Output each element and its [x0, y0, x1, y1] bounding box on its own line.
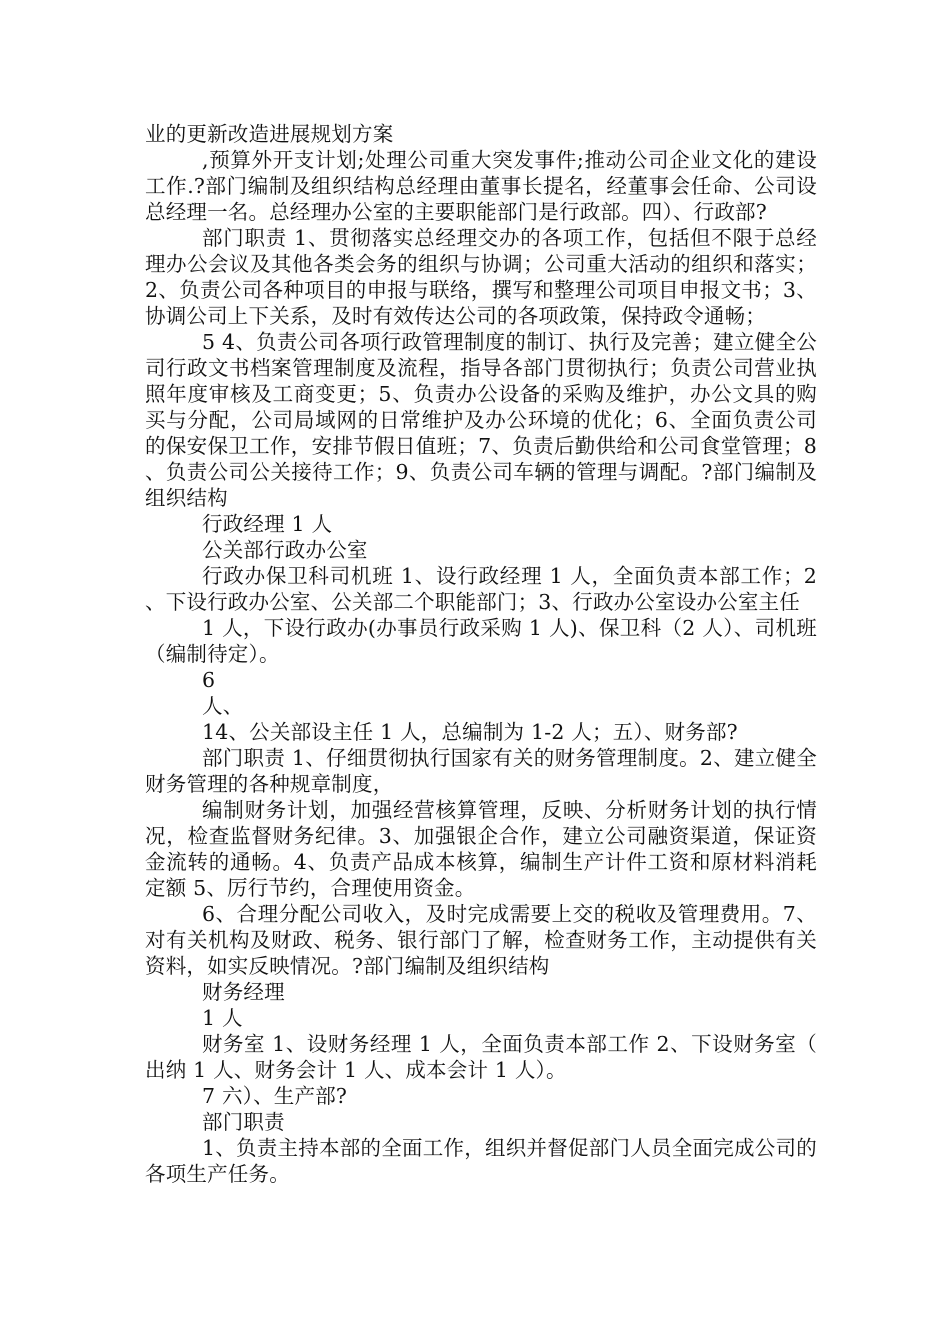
paragraph: 公关部行政办公室: [202, 538, 368, 562]
paragraph: 1 人，下设行政办(办事员行政采购 1 人)、保卫科（2 人）、司机班（编制待定）。: [145, 616, 817, 666]
paragraph: 财务室 1、设财务经理 1 人，全面负责本部工作 2、下设财务室（出纳 1 人、财务会计 1 人、成本会计 1 人）。: [145, 1032, 817, 1082]
paragraph: 人、: [202, 694, 244, 718]
paragraph: 行政办保卫科司机班 1、设行政经理 1 人，全面负责本部工作；2、下设行政办公室、公关部二个职能部门；3、行政办公室设办公室主任: [145, 564, 817, 614]
paragraph: 部门职责 1、仔细贯彻执行国家有关的财务管理制度。2、建立健全财务管理的各种规章制度，: [145, 746, 817, 796]
paragraph: 1 人: [202, 1006, 243, 1030]
paragraph: 业的更新改造进展规划方案: [145, 122, 394, 146]
paragraph: 6、合理分配公司收入，及时完成需要上交的税收及管理费用。7、对有关机构及财政、税务、银行部门了解，检查财务工作，主动提供有关资料，如实反映情况。?部门编制及组织结构: [145, 902, 817, 978]
paragraph: 1、负责主持本部的全面工作，组织并督促部门人员全面完成公司的各项生产任务。: [145, 1136, 817, 1186]
paragraph: 7 六）、生产部?: [202, 1084, 348, 1108]
paragraph: 6: [202, 668, 216, 692]
paragraph: 部门职责 1、贯彻落实总经理交办的各项工作，包括但不限于总经理办公会议及其他各类会务的组织与协调；公司重大活动的组织和落实；2、负责公司各种项目的申报与联络，撰写和整理公司项目申报文书；3、协调公司上下关系，及时有效传达公司的各项政策，保持政令通畅；: [145, 226, 817, 328]
paragraph: ,预算外开支计划;处理公司重大突发事件;推动公司企业文化的建设工作.?部门编制及组织结构总经理由董事长提名，经董事会任命、公司设总经理一名。总经理办公室的主要职能部门是行政部。四）、行政部?: [145, 148, 817, 224]
paragraph: 行政经理 1 人: [202, 512, 333, 536]
paragraph: 财务经理: [202, 980, 285, 1004]
document-body: [145, 121, 817, 1187]
paragraph: 编制财务计划，加强经营核算管理，反映、分析财务计划的执行情况，检查监督财务纪律。3、加强银企合作，建立公司融资渠道，保证资金流转的通畅。4、负责产品成本核算，编制生产计件工资和原材料消耗定额 5、厉行节约，合理使用资金。: [145, 798, 817, 900]
paragraph: 14、公关部设主任 1 人，总编制为 1-2 人；五）、财务部?: [202, 720, 738, 744]
paragraph: 部门职责: [202, 1110, 285, 1134]
paragraph: 5 4、负责公司各项行政管理制度的制订、执行及完善；建立健全公司行政文书档案管理制度及流程，指导各部门贯彻执行；负责公司营业执照年度审核及工商变更；5、负责办公设备的采购及维护，办公文具的购买与分配，公司局域网的日常维护及办公环境的优化；6、全面负责公司的保安保卫工作，安排节假日值班；7、负责后勤供给和公司食堂管理；8、负责公司公关接待工作；9、负责公司车辆的管理与调配。?部门编制及组织结构: [145, 330, 817, 510]
